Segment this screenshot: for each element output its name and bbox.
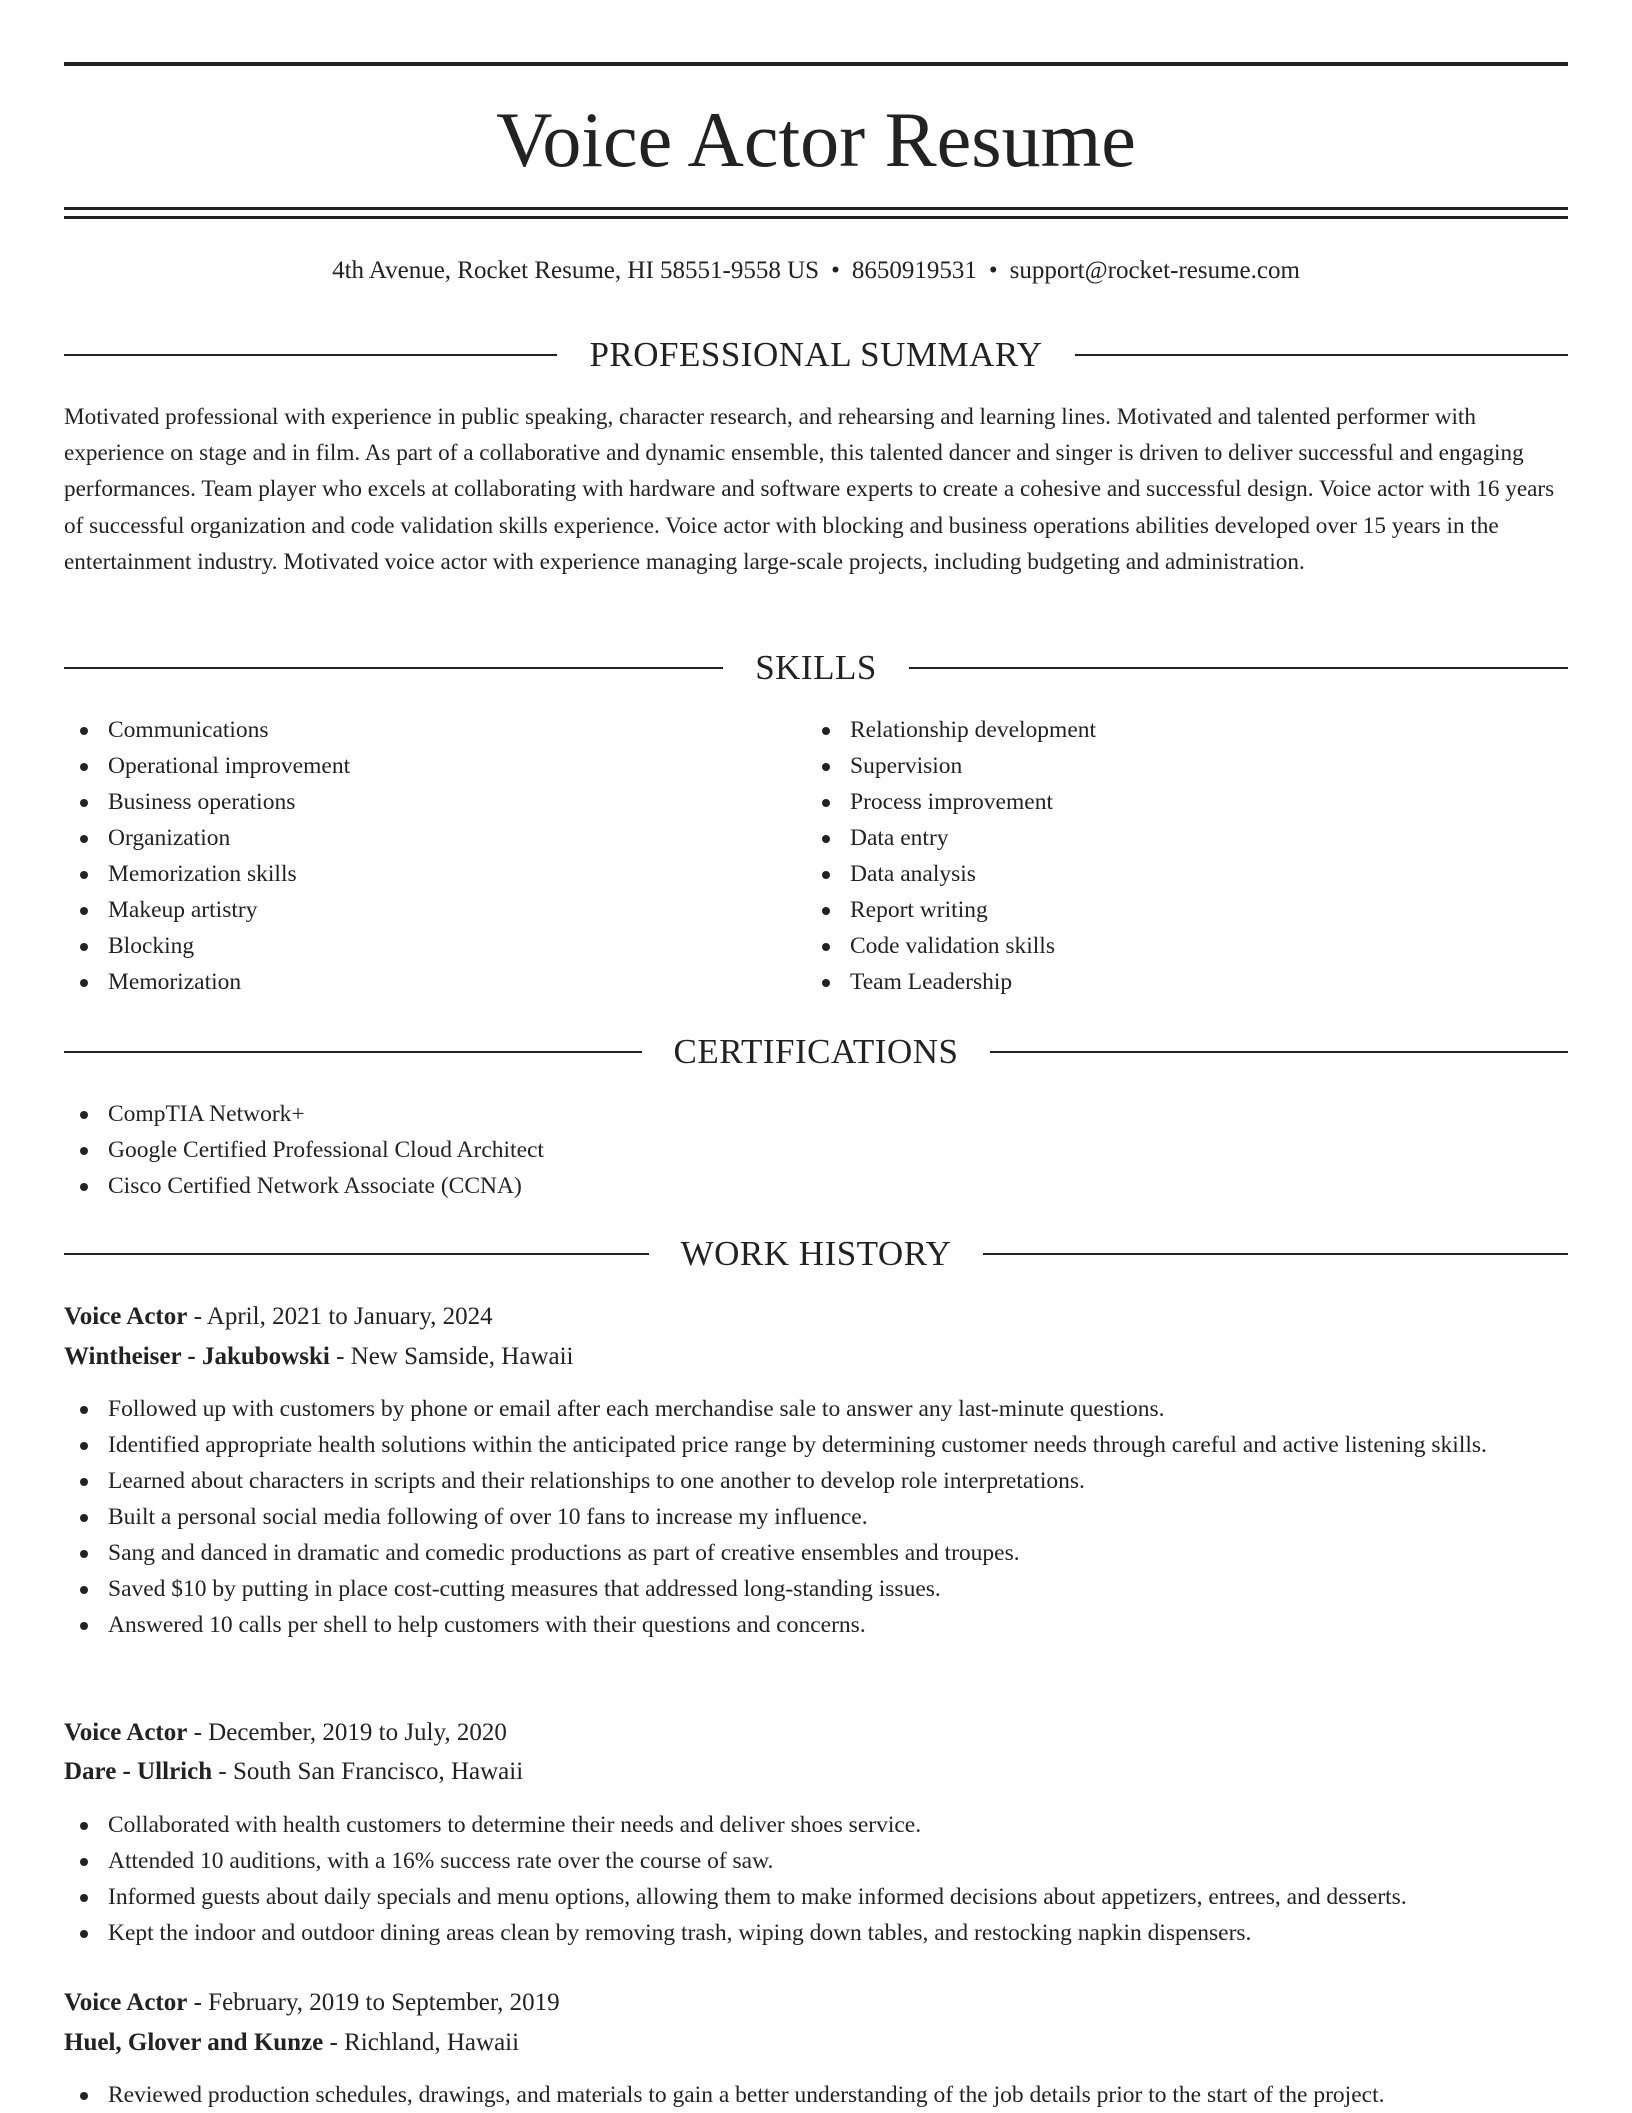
section-rule (64, 354, 557, 356)
contact-email[interactable]: support@rocket-resume.com (1009, 257, 1300, 284)
certifications-section-header (64, 1032, 1568, 1072)
skill-item: Operational improvement (64, 748, 764, 784)
skill-item: Team Leadership (806, 964, 1506, 1000)
contact-address: 4th Avenue, Rocket Resume, HI 58551-9558 US (332, 257, 820, 284)
job-bullet: Collaborated with health customers to determine their needs and deliver shoes service. (64, 1807, 1564, 1843)
contact-line (64, 254, 1568, 288)
job-title: Voice Actor (64, 1719, 188, 1746)
skill-item: Communications (64, 712, 764, 748)
skill-item: Supervision (806, 748, 1506, 784)
resume-title: Voice Actor Resume (496, 96, 1136, 183)
section-title: PROFESSIONAL SUMMARY (589, 335, 1043, 374)
section-title: WORK HISTORY (680, 1234, 952, 1273)
job-company: Dare - Ullrich (64, 1758, 213, 1785)
job-dates: April, 2021 to January, 2024 (206, 1303, 493, 1330)
contact-separator: • (988, 257, 998, 284)
job-bullet-list (64, 1391, 1564, 1643)
job-company: Huel, Glover and Kunze (64, 2029, 324, 2056)
job-title: Voice Actor (64, 1303, 188, 1330)
job-location: South San Francisco, Hawaii (232, 1758, 524, 1785)
skill-item: Data analysis (806, 856, 1506, 892)
job-bullet: Saved $10 by putting in place cost-cutting measures that addressed long-standing issues. (64, 1571, 1564, 1607)
skill-item: Memorization skills (64, 856, 764, 892)
job-bullet: Followed up with customers by phone or email after each merchandise sale to answer any last-minute questions. (64, 1391, 1564, 1427)
section-rule (1075, 354, 1568, 356)
job-bullet: Reviewed production schedules, drawings, and materials to gain a better understanding of the job details prior to the start of the project. (64, 2077, 1564, 2113)
skill-item: Memorization (64, 964, 764, 1000)
job-bullet: Answered 10 calls per shell to help customers with their questions and concerns. (64, 1607, 1564, 1643)
summary-section-header (64, 335, 1568, 375)
certification-item: Cisco Certified Network Associate (CCNA) (64, 1168, 1564, 1204)
header-top-rule (64, 62, 1568, 66)
job-company-line: Wintheiser - Jakubowski - New Samside, Hawaii (64, 1343, 574, 1370)
section-rule (64, 667, 723, 669)
skill-item: Data entry (806, 820, 1506, 856)
skills-list-left (64, 712, 764, 1000)
skills-list-right (806, 712, 1506, 1000)
job-dates: February, 2019 to September, 2019 (208, 1989, 560, 2016)
job-bullet: Kept the indoor and outdoor dining areas clean by removing trash, wiping down tables, and restocking napkin dispensers. (64, 1915, 1564, 1951)
certification-item: CompTIA Network+ (64, 1096, 1564, 1132)
job-bullet: Learned about characters in scripts and their relationships to one another to develop role interpretations. (64, 1463, 1564, 1499)
skill-item: Report writing (806, 892, 1506, 928)
section-rule (64, 1051, 642, 1053)
job-company-line: Dare - Ullrich - South San Francisco, Hawaii (64, 1758, 524, 1785)
skill-item: Makeup artistry (64, 892, 764, 928)
header-double-rule-upper (64, 207, 1568, 210)
skill-item: Code validation skills (806, 928, 1506, 964)
skill-item: Organization (64, 820, 764, 856)
header-double-rule-lower (64, 216, 1568, 219)
section-rule (909, 667, 1568, 669)
job-bullet: Built a personal social media following of over 10 fans to increase my influence. (64, 1499, 1564, 1535)
skill-item: Relationship development (806, 712, 1506, 748)
summary-text: Motivated professional with experience in public speaking, character research, and rehearsing and learning lines. Motivated and talented performer with experience on stage and in film. As part of a collaborative and dynamic ensemble, this talented dancer and singer is driven to deliver successful and engaging performances. Team player who excels at collaborating with hardware and software experts to create a cohesive and successful design. Voice actor with 16 years of successful organization and code validation skills experience. Voice actor with blocking and business operations abilities developed over 15 years in the entertainment industry. Motivated voice actor with experience managing large-scale projects, including budgeting and administration. (64, 404, 1555, 575)
section-title: SKILLS (755, 648, 877, 687)
job-title-line: Voice Actor - December, 2019 to July, 2020 (64, 1719, 507, 1746)
job-bullet: Attended 10 auditions, with a 16% success rate over the course of saw. (64, 1843, 1564, 1879)
job-bullet: Informed guests about daily specials and menu options, allowing them to make informed decisions about appetizers, entrees, and desserts. (64, 1879, 1564, 1915)
job-bullet-list (64, 2077, 1564, 2113)
section-rule (983, 1253, 1568, 1255)
job-company: Wintheiser - Jakubowski (64, 1343, 330, 1370)
job-location: New Samside, Hawaii (350, 1343, 574, 1370)
job-bullet-list (64, 1807, 1564, 1951)
job-dates: December, 2019 to July, 2020 (208, 1719, 507, 1746)
job-bullet: Sang and danced in dramatic and comedic productions as part of creative ensembles and troupes. (64, 1535, 1564, 1571)
contact-phone: 8650919531 (851, 257, 977, 284)
section-rule (990, 1051, 1568, 1053)
contact-separator: • (831, 257, 840, 284)
job-title-line: Voice Actor - April, 2021 to January, 2024 (64, 1303, 493, 1330)
work-history-section-header (64, 1234, 1568, 1274)
skill-item: Business operations (64, 784, 764, 820)
job-location: Richland, Hawaii (344, 2029, 520, 2056)
job-company-line: Huel, Glover and Kunze - Richland, Hawaii (64, 2029, 520, 2056)
job-bullet: Identified appropriate health solutions within the anticipated price range by determining customer needs through careful and active listening skills. (64, 1427, 1564, 1463)
skill-item: Blocking (64, 928, 764, 964)
skill-item: Process improvement (806, 784, 1506, 820)
skills-section-header (64, 648, 1568, 688)
section-rule (64, 1253, 649, 1255)
section-title: CERTIFICATIONS (673, 1032, 959, 1071)
certification-item: Google Certified Professional Cloud Architect (64, 1132, 1564, 1168)
certifications-list (64, 1096, 1564, 1204)
job-title-line: Voice Actor - February, 2019 to September, 2019 (64, 1989, 560, 2016)
job-title: Voice Actor (64, 1989, 188, 2016)
